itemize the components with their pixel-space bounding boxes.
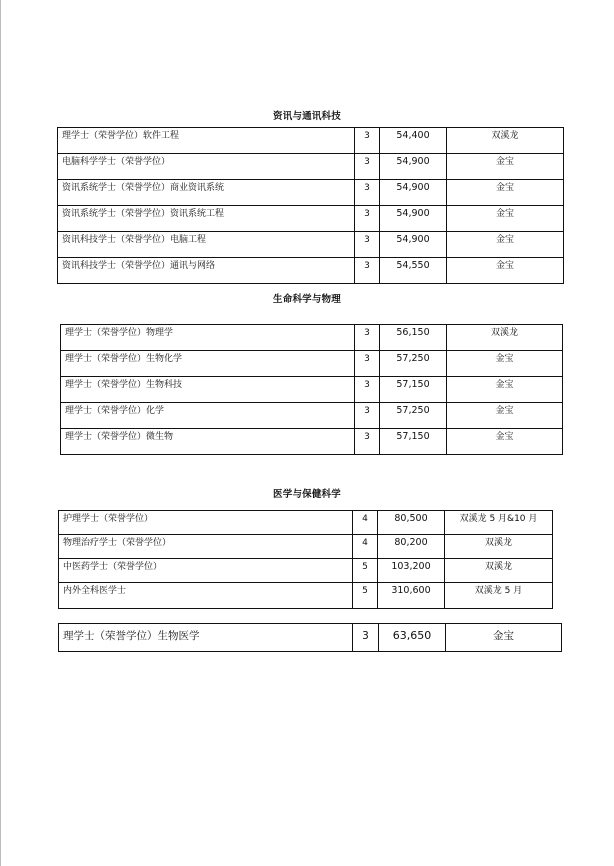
- duration-years: 3: [355, 429, 380, 455]
- fee: 57,250: [380, 403, 447, 429]
- table-row: [58, 128, 564, 154]
- campus: 金宝: [447, 206, 564, 232]
- fee: 54,900: [380, 206, 447, 232]
- duration-years: 3: [353, 624, 379, 652]
- program-name: 理学士（荣誉学位）软件工程: [58, 128, 355, 154]
- fee: 54,400: [380, 128, 447, 154]
- table-row: [59, 624, 562, 652]
- table-row: [59, 535, 553, 559]
- table-biomedical: [58, 623, 562, 652]
- campus: 金宝: [447, 258, 564, 284]
- fee: 310,600: [378, 583, 445, 609]
- duration-years: 4: [353, 511, 378, 535]
- program-name: 理学士（荣誉学位）微生物: [61, 429, 355, 455]
- campus: 双溪龙 5 月&10 月: [445, 511, 553, 535]
- duration-years: 3: [355, 180, 380, 206]
- section-title-medical: 医学与保健科学: [273, 489, 341, 500]
- campus: 金宝: [447, 377, 563, 403]
- table-row: [59, 583, 553, 609]
- program-name: 理学士（荣誉学位）生物科技: [61, 377, 355, 403]
- table-row: [58, 180, 564, 206]
- duration-years: 3: [355, 325, 380, 351]
- program-name: 资讯系统学士（荣誉学位）商业资讯系统: [58, 180, 355, 206]
- fee: 80,200: [378, 535, 445, 559]
- fee: 103,200: [378, 559, 445, 583]
- fee: 57,250: [380, 351, 447, 377]
- fee: 80,500: [378, 511, 445, 535]
- table-row: [61, 351, 563, 377]
- campus: 双溪龙: [447, 325, 563, 351]
- campus: 金宝: [447, 232, 564, 258]
- campus: 金宝: [446, 624, 562, 652]
- program-name: 中医药学士（荣誉学位）: [59, 559, 353, 583]
- campus: 双溪龙: [445, 535, 553, 559]
- table-row: [58, 232, 564, 258]
- duration-years: 3: [355, 232, 380, 258]
- table-row: [58, 258, 564, 284]
- table-row: [59, 511, 553, 535]
- program-name: 理学士（荣誉学位）生物化学: [61, 351, 355, 377]
- duration-years: 3: [355, 154, 380, 180]
- program-name: 护理学士（荣誉学位）: [59, 511, 353, 535]
- campus: 金宝: [447, 429, 563, 455]
- program-name: 理学士（荣誉学位）生物医学: [59, 624, 353, 652]
- fee: 54,900: [380, 180, 447, 206]
- campus: 金宝: [447, 180, 564, 206]
- program-name: 资讯系统学士（荣誉学位）资讯系统工程: [58, 206, 355, 232]
- duration-years: 3: [355, 206, 380, 232]
- program-name: 内外全科医学士: [59, 583, 353, 609]
- fee: 63,650: [379, 624, 446, 652]
- table-row: [61, 403, 563, 429]
- table-row: [61, 429, 563, 455]
- duration-years: 3: [355, 128, 380, 154]
- campus: 双溪龙: [447, 128, 564, 154]
- campus: 金宝: [447, 154, 564, 180]
- program-name: 资讯科技学士（荣誉学位）通讯与网络: [58, 258, 355, 284]
- section-title-life-science: 生命科学与物理: [273, 294, 341, 305]
- campus: 金宝: [447, 351, 563, 377]
- fee: 57,150: [380, 429, 447, 455]
- program-name: 理学士（荣誉学位）物理学: [61, 325, 355, 351]
- fee: 57,150: [380, 377, 447, 403]
- duration-years: 5: [353, 559, 378, 583]
- program-name: 物理治疗学士（荣誉学位）: [59, 535, 353, 559]
- fee: 56,150: [380, 325, 447, 351]
- fee: 54,900: [380, 154, 447, 180]
- page-left-border: [0, 0, 1, 866]
- table-row: [61, 325, 563, 351]
- duration-years: 5: [353, 583, 378, 609]
- campus: 金宝: [447, 403, 563, 429]
- campus: 双溪龙 5 月: [445, 583, 553, 609]
- table-row: [61, 377, 563, 403]
- duration-years: 3: [355, 351, 380, 377]
- table-row: [58, 206, 564, 232]
- duration-years: 3: [355, 377, 380, 403]
- fee: 54,550: [380, 258, 447, 284]
- table-life-science: [60, 324, 563, 455]
- fee: 54,900: [380, 232, 447, 258]
- duration-years: 3: [355, 403, 380, 429]
- program-name: 理学士（荣誉学位）化学: [61, 403, 355, 429]
- section-title-ict: 资讯与通讯科技: [273, 111, 341, 122]
- campus: 双溪龙: [445, 559, 553, 583]
- table-medical: [58, 510, 553, 609]
- table-row: [58, 154, 564, 180]
- table-ict: [57, 127, 564, 284]
- program-name: 资讯科技学士（荣誉学位）电脑工程: [58, 232, 355, 258]
- duration-years: 3: [355, 258, 380, 284]
- duration-years: 4: [353, 535, 378, 559]
- table-row: [59, 559, 553, 583]
- program-name: 电脑科学学士（荣誉学位）: [58, 154, 355, 180]
